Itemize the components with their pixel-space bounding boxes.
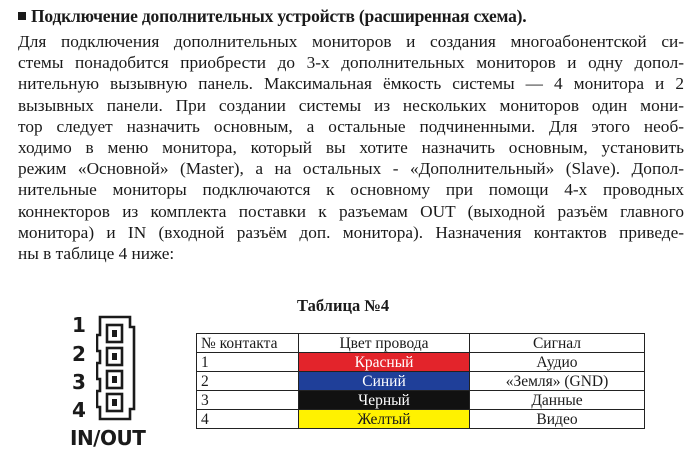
pin-number-label: 1: [72, 313, 86, 337]
pin-number-cell: 1: [197, 353, 299, 372]
pin-number-cell: 4: [197, 410, 299, 429]
signal-cell: Видео: [470, 410, 645, 429]
wire-color-cell: Желтый: [299, 410, 470, 429]
paragraph-line: Для подключения дополнительных мониторов и создания многоабонентской си-: [18, 32, 684, 51]
pin-number-label: 3: [72, 370, 86, 394]
connector-diagram: [70, 313, 160, 453]
wire-color-cell: Синий: [299, 372, 470, 391]
paragraph-line: ны в таблице 4 ниже:: [18, 244, 175, 264]
pin-number-label: 2: [72, 342, 86, 366]
paragraph-line: ходимо в меню монитора, который вы хотите назначить основным, установить: [18, 138, 684, 158]
connector-label: IN/OUT: [70, 426, 146, 450]
body-paragraph: [18, 31, 684, 264]
section-heading-text: Подключение дополнительных устройств (расширенная схема).: [31, 6, 527, 26]
paragraph-line: тор следует назначить основным, а остальные подчиненными. Для этого необ-: [18, 116, 684, 136]
table-header-row: [197, 334, 645, 353]
paragraph-line: коннекторов из комплекта поставки к разъемам OUT (выходной разъём главного: [18, 201, 684, 221]
section-heading: [18, 6, 688, 27]
paragraph-line: вызывных панели. При создании системы из нескольких мониторов один мони-: [18, 95, 684, 115]
pin-number-cell: 3: [197, 391, 299, 410]
pin-number-cell: 2: [197, 372, 299, 391]
paragraph-line: режим «Основной» (Master), а на остальных - «Дополнительный» (Slave). Допол-: [18, 159, 684, 179]
signal-cell: Данные: [470, 391, 645, 410]
column-header-pin: № контакта: [197, 334, 299, 353]
paragraph-line: стемы понадобится приобрести до 3-х дополнительных мониторов и одну допол-: [18, 53, 684, 73]
column-header-wire-color: Цвет провода: [299, 334, 470, 353]
wire-color-cell: Черный: [299, 391, 470, 410]
connector-housing-icon: [96, 315, 136, 421]
table-row: [197, 391, 645, 410]
table-row: [197, 410, 645, 429]
signal-cell: «Земля» (GND): [470, 372, 645, 391]
table-row: [197, 372, 645, 391]
paragraph-line: монитора) и IN (входной разъём доп. монитора). Назначения контактов приведе-: [18, 222, 684, 242]
pin-assignment-table: [196, 333, 645, 429]
table-title: Таблица №4: [297, 296, 390, 315]
paragraph-line: нительную вызывную панель. Максимальная ёмкость системы — 4 монитора и 2: [18, 74, 684, 94]
paragraph-line: нительные мониторы подключаются к основному при помощи 4-х проводных: [18, 180, 684, 200]
table-row: [197, 353, 645, 372]
signal-cell: Аудио: [470, 353, 645, 372]
column-header-signal: Сигнал: [470, 334, 645, 353]
pin-number-label: 4: [72, 398, 86, 422]
bullet-square-icon: [18, 12, 26, 20]
wire-color-cell: Красный: [299, 353, 470, 372]
